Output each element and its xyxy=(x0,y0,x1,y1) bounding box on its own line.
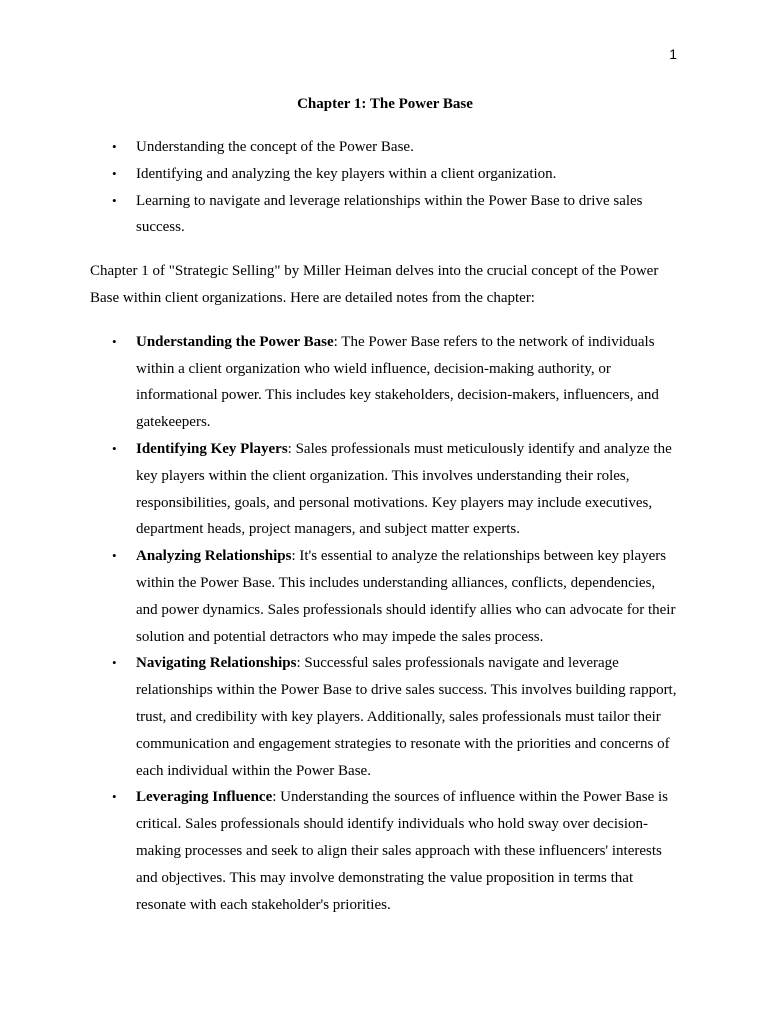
note-text: : Sales professionals must meticulously identify and analyze the key players within the client organization. This involves understanding their roles, responsibilities, goals, and personal motivations. Key players may include executives, department heads, project managers, and subject matter experts. xyxy=(136,440,672,538)
page-number: 1 xyxy=(669,46,677,62)
bullet-icon: • xyxy=(112,192,117,208)
note-item xyxy=(90,436,680,543)
bullet-icon: • xyxy=(112,139,117,154)
intro-paragraph: Chapter 1 of "Strategic Selling" by Miller Heiman delves into the crucial concept of the Power Base within client organizations. Here are detailed notes from the chapter: xyxy=(90,263,659,306)
chapter-title: Chapter 1: The Power Base xyxy=(297,96,473,112)
note-text: : It's essential to analyze the relationships between key players within the Power Base. This includes understanding alliances, conflicts, dependencies, and power dynamics. Sales professionals should identify allies who can advocate for their solution and potential detractors who may impede the sales process. xyxy=(136,548,676,645)
note-text: : The Power Base refers to the network of individuals within a client organization who wield influence, decision-making authority, or informational power. This includes key stakeholders, decision-makers, influencers, and gatekeepers. xyxy=(136,333,659,431)
note-term: Identifying Key Players xyxy=(136,440,288,457)
note-item xyxy=(90,650,680,784)
list-item xyxy=(90,161,680,188)
note-item xyxy=(90,784,680,918)
bullet-icon: • xyxy=(112,789,117,805)
list-item-text: Understanding the concept of the Power Base. xyxy=(136,139,414,155)
list-item-text: Identifying and analyzing the key players within a client organization. xyxy=(136,165,557,182)
bullet-icon: • xyxy=(112,333,117,349)
note-text: : Successful sales professionals navigate and leverage relationships within the Power Base to drive sales success. This involves building rapport, trust, and credibility with key players. Additionally, sales professionals must tailor their communication and engagement strategies to resonate with the priorities and concerns of each individual within the Power Base. xyxy=(136,655,677,779)
note-text: : Understanding the sources of influence within the Power Base is critical. Sales professionals should identify individuals who hold sway over decision-making processes and seek to align their sales approach with these influencers' interests and objectives. This may involve demonstrating the value proposition in terms that resonate with each stakeholder's priorities. xyxy=(136,789,668,913)
bullet-icon: • xyxy=(112,440,117,456)
page-content xyxy=(90,91,680,918)
bullet-icon: • xyxy=(112,548,117,564)
note-item xyxy=(90,329,680,436)
list-item xyxy=(90,188,680,242)
note-term: Understanding the Power Base xyxy=(136,333,334,350)
note-term: Analyzing Relationships xyxy=(136,548,292,565)
notes-bullet-list xyxy=(90,329,680,919)
bullet-icon: • xyxy=(112,165,117,181)
intro-bullet-list xyxy=(90,134,680,241)
bullet-icon: • xyxy=(112,655,117,671)
note-term: Navigating Relationships xyxy=(136,655,297,672)
list-item xyxy=(90,134,680,161)
note-item xyxy=(90,543,680,650)
note-term: Leveraging Influence xyxy=(136,789,273,806)
list-item-text: Learning to navigate and leverage relationships within the Power Base to drive sales success. xyxy=(136,192,643,236)
